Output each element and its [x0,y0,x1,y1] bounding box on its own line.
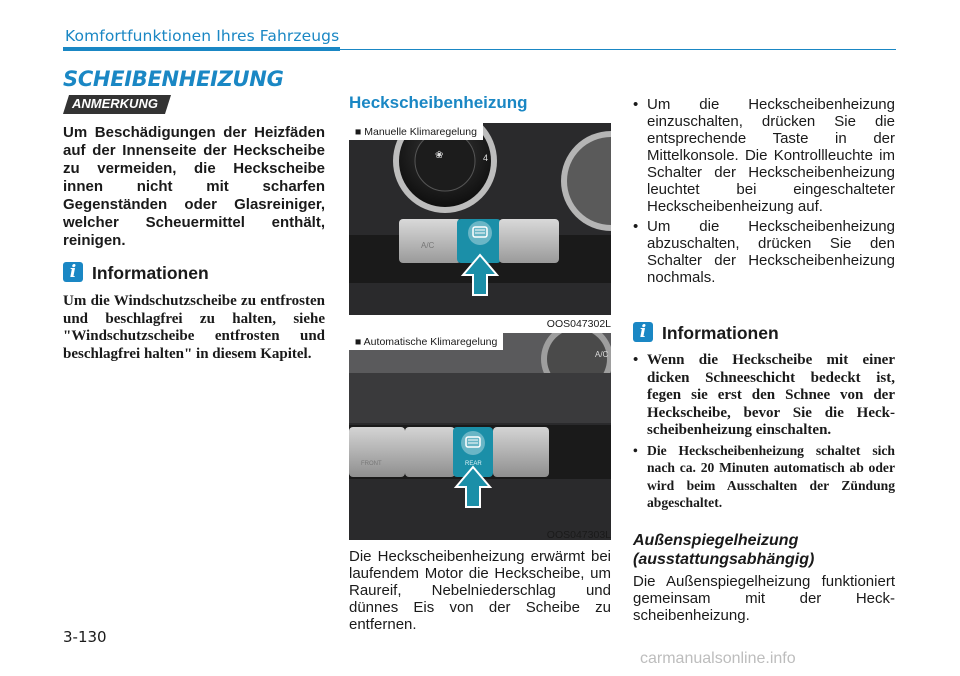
bullet-marker: • [633,352,639,368]
mirror-heating [633,531,895,624]
figure-automatic-climate [349,333,611,540]
bullet-marker: • [633,96,639,113]
svg-text:❀: ❀ [435,150,444,161]
figure-manual-climate [349,123,611,315]
ac-label-2: A/C [595,350,609,359]
figure-manual-illustration [349,123,611,315]
bullet-marker: • [633,218,639,235]
info-icon: i [63,262,83,282]
mirror-heating-title-line1: Außenspiegelheizung [633,532,799,549]
list-item [633,96,895,215]
figure-caption-manual: OOS047302L [546,318,611,330]
figure-label-manual: ■ Manuelle Klimaregelung [349,123,483,140]
list-item [633,442,895,512]
ac-label-1: A/C [421,241,435,250]
info-box-left [63,262,325,363]
note-text: Um Beschädigungen der Heizfäden auf der Innenseite der Heckscheibe zu vermeiden, die Heckscheibe innen nicht mit scharfen Gegenständen oder Glasreiniger, welcher Scheuermittel enthält, reinigen. [63,124,325,249]
running-header: Komfortfunktionen Ihres Fahrzeugs [65,27,340,45]
info-item-text: Wenn die Heckscheibe mit einer dicken Schneeschicht bedeckt ist, fegen sie erst den Schnee von der Heckscheibe, bevor Sie die Heckscheibenheizung einschalten. [647,352,895,438]
page-number: 3-130 [63,628,107,646]
info-icon: i [633,322,653,342]
info-title: Informationen [92,263,209,283]
rear-label: REAR [465,461,482,467]
bullet-text: Um die Heckscheibenheizung einzuschalten, drücken Sie die entsprechende Taste in der Mittelkonsole. Die Kontrollleuchte im Schalter der Heckscheibenheizung leuchtet bei eingeschalteter Heckscheibenheizung auf. [647,96,895,215]
mirror-heating-title-line2: (ausstattungsabhängig) [633,551,815,568]
list-item [633,352,895,440]
rear-heating-title: Heckscheibenheizung [349,93,528,112]
info-title: Informationen [662,323,779,343]
header-rule-thin [340,49,896,50]
note-badge [63,95,171,114]
mirror-heating-text: Die Außenspiegelheizung funktioniert gemeinsam mit der Heckscheibenheizung. [633,573,895,624]
info-box-right [633,322,895,515]
figure-caption-automatic: OOS047303L [546,529,611,541]
bullet-text: Um die Heckscheibenheizung abzuschalten, drücken Sie den Schalter der Heckscheibenheizung nochmals. [647,218,895,286]
info-item-text: Die Heckscheibenheizung schaltet sich nach ca. 20 Minuten automatisch ab oder wird beim Ausschalten der Zündung abgeschaltet. [647,442,895,510]
section-title: SCHEIBENHEIZUNG [63,67,284,91]
info-text: Um die Windschutzscheibe zu entfrosten und beschlagfrei zu halten, siehe "Windschutzscheibe entfrosten und beschlagfrei halten" in diesem Kapitel. [63,293,325,362]
note-badge-label: ANMERKUNG [72,96,158,111]
front-label: FRONT [361,461,382,467]
watermark: carmanualsonline.info [640,650,796,667]
list-item [633,218,895,286]
svg-text:4: 4 [483,153,489,163]
bullet-list [633,96,895,289]
rear-heating-description: Die Heckscheibenheizung erwärmt bei laufendem Motor die Heckscheibe, um Raureif, Nebelniederschlag und dünnes Eis von der Scheibe zu entfernen. [349,548,611,633]
bullet-marker: • [633,442,638,458]
figure-label-automatic: ■ Automatische Klimaregelung [349,333,503,350]
header-rule-thick [63,47,340,51]
figure-automatic-illustration [349,333,611,540]
